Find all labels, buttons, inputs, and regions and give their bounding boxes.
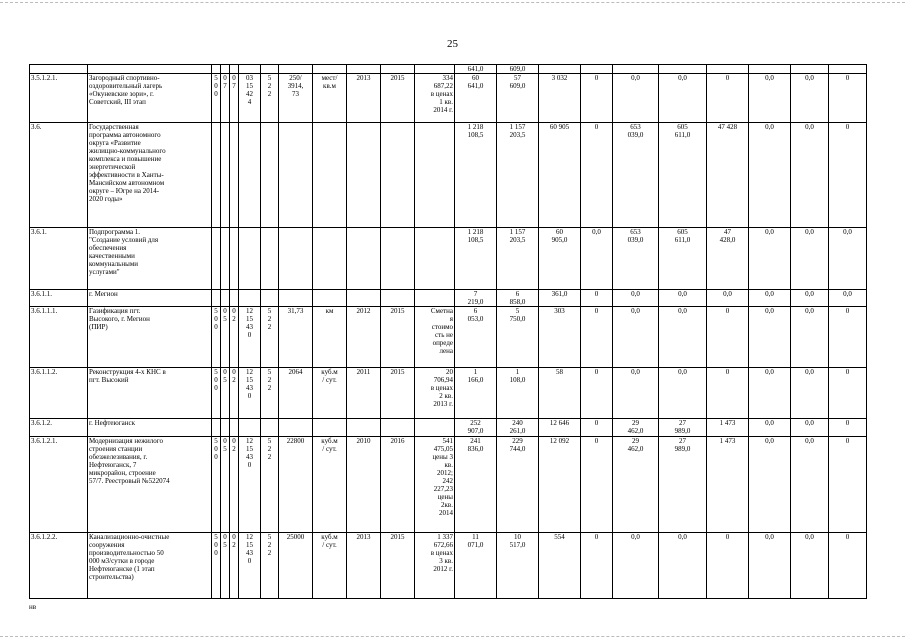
code-digit: [230, 123, 239, 228]
code-digit: 5 0 0: [212, 533, 221, 599]
code-digit: [261, 123, 279, 228]
unit: куб.м / сут.: [313, 437, 347, 533]
start-year: 2012: [347, 307, 381, 368]
data-table: [29, 64, 867, 599]
code-digit: 0 7: [221, 74, 230, 123]
value: 0,0: [791, 437, 829, 533]
value: 60 905,0: [539, 228, 581, 290]
value: 0,0: [791, 74, 829, 123]
code-digit: [261, 419, 279, 437]
value: 0,0: [749, 368, 791, 419]
end-year: 2015: [381, 74, 415, 123]
code-digit: [261, 290, 279, 307]
page-number: 25: [447, 38, 458, 50]
value: 0,0: [613, 533, 659, 599]
value: 3 032: [539, 74, 581, 123]
table-row: [30, 74, 867, 123]
value: 0: [707, 368, 749, 419]
capacity: 250/ 3914, 73: [279, 74, 313, 123]
value: 1 218 108,5: [455, 123, 497, 228]
capacity: [279, 123, 313, 228]
value: 11 071,0: [455, 533, 497, 599]
estimated-cost: 1 337 672,66 в ценах 3 кв. 2012 г.: [415, 533, 455, 599]
code-digit: 12 15 43 0: [239, 437, 261, 533]
capacity: 22800: [279, 437, 313, 533]
estimated-cost: Сметна я стоимо сть не опреде лена: [415, 307, 455, 368]
value: 0,0: [749, 419, 791, 437]
code-digit: 12 15 43 0: [239, 368, 261, 419]
value: 0,0: [749, 437, 791, 533]
table-row: [30, 307, 867, 368]
row-number: 3.6.1.2.1.: [30, 437, 88, 533]
value: 12 092: [539, 437, 581, 533]
row-number: 3.6.1.2.2.: [30, 533, 88, 599]
value: 1 473: [707, 419, 749, 437]
value: 12 646: [539, 419, 581, 437]
item-name: Загородный спортивно- оздоровительный лагерь «Окуневские зори», г. Советский, III этап: [88, 74, 212, 123]
value: 0,0: [659, 533, 707, 599]
value: 27 989,0: [659, 419, 707, 437]
code-digit: 0 5: [221, 533, 230, 599]
start-year: 2010: [347, 437, 381, 533]
code-digit: 0 5: [221, 307, 230, 368]
code-digit: [212, 228, 221, 290]
code-digit: 5 0 0: [212, 307, 221, 368]
table-row: [30, 290, 867, 307]
value: 303: [539, 307, 581, 368]
value: 27 989,0: [659, 437, 707, 533]
table-row: [30, 368, 867, 419]
value: 1 166,0: [455, 368, 497, 419]
value: 0: [829, 533, 867, 599]
code-digit: [261, 228, 279, 290]
value: 0: [707, 307, 749, 368]
value: 1 157 203,5: [497, 123, 539, 228]
value: 0: [829, 74, 867, 123]
end-year: 2016: [381, 437, 415, 533]
code-digit: 5 0 0: [212, 74, 221, 123]
row-number: 3.6.1.1.2.: [30, 368, 88, 419]
code-digit: 0 2: [230, 533, 239, 599]
unit: [313, 123, 347, 228]
value: 554: [539, 533, 581, 599]
continuation-row: [30, 65, 867, 74]
value: 5 750,0: [497, 307, 539, 368]
code-digit: 12 15 43 0: [239, 533, 261, 599]
value: 0,0: [791, 533, 829, 599]
value: 0: [581, 533, 613, 599]
value: 0: [581, 307, 613, 368]
end-year: [381, 419, 415, 437]
value: 6 858,0: [497, 290, 539, 307]
value: 241 836,0: [455, 437, 497, 533]
code-digit: 03 15 42 4: [239, 74, 261, 123]
end-year: 2015: [381, 368, 415, 419]
estimated-cost: [415, 123, 455, 228]
value: 361,0: [539, 290, 581, 307]
code-digit: 5 0 0: [212, 368, 221, 419]
start-year: [347, 228, 381, 290]
code-digit: 0 7: [230, 74, 239, 123]
capacity: [279, 228, 313, 290]
value: 0,0: [791, 228, 829, 290]
value: 0: [829, 307, 867, 368]
value: 0,0: [749, 290, 791, 307]
value: 0: [829, 368, 867, 419]
value: 29 462,0: [613, 419, 659, 437]
value: 0: [581, 437, 613, 533]
value: 0: [581, 290, 613, 307]
value: 0,0: [791, 368, 829, 419]
code-digit: 0 5: [221, 437, 230, 533]
value: 653 039,0: [613, 228, 659, 290]
end-year: [381, 123, 415, 228]
unit: [313, 228, 347, 290]
code-digit: 0 2: [230, 307, 239, 368]
code-digit: [230, 290, 239, 307]
value: 0,0: [581, 228, 613, 290]
value: 0,0: [749, 307, 791, 368]
value: 0,0: [659, 368, 707, 419]
start-year: 2011: [347, 368, 381, 419]
footer-note: нв: [29, 603, 37, 611]
value: 0,0: [707, 290, 749, 307]
code-digit: 5 2 2: [261, 368, 279, 419]
capacity: [279, 290, 313, 307]
start-year: 2013: [347, 533, 381, 599]
value: 0,0: [829, 290, 867, 307]
value: 1 218 108,5: [455, 228, 497, 290]
value: 605 611,0: [659, 228, 707, 290]
value: 0: [829, 437, 867, 533]
value: 240 261,0: [497, 419, 539, 437]
unit: куб.м / сут.: [313, 533, 347, 599]
code-digit: [212, 123, 221, 228]
value: 0,0: [613, 307, 659, 368]
code-digit: [239, 228, 261, 290]
unit: [313, 290, 347, 307]
value: 653 039,0: [613, 123, 659, 228]
value: 1 473: [707, 437, 749, 533]
value: 0: [707, 74, 749, 123]
item-name: Модернизация нежилого строения станции обезжелезивания, г. Нефтеюганск, 7 микрорайон, строение 57/7. Реестровый №522074: [88, 437, 212, 533]
item-name: Канализационно-очистные сооружения производительностью 50 000 м3/сутки в городе Нефтеюганске (1 этап строительства): [88, 533, 212, 599]
value: 60 641,0: [455, 74, 497, 123]
code-digit: [212, 419, 221, 437]
code-digit: [239, 290, 261, 307]
table-row: [30, 228, 867, 290]
value: 229 744,0: [497, 437, 539, 533]
value: 605 611,0: [659, 123, 707, 228]
item-name: г. Нефтеюганск: [88, 419, 212, 437]
value: 7 219,0: [455, 290, 497, 307]
code-digit: 5 0 0: [212, 437, 221, 533]
code-digit: [230, 419, 239, 437]
value: 0,0: [613, 290, 659, 307]
start-year: [347, 419, 381, 437]
row-number: 3.6.1.: [30, 228, 88, 290]
value: 57 609,0: [497, 74, 539, 123]
code-digit: [221, 228, 230, 290]
code-digit: 0 2: [230, 368, 239, 419]
start-year: [347, 290, 381, 307]
value: 6 053,0: [455, 307, 497, 368]
unit: мест/ кв.м: [313, 74, 347, 123]
capacity: 25000: [279, 533, 313, 599]
item-name: Подпрограмма 1. "Создание условий для обеспечения качественными коммунальными услугами": [88, 228, 212, 290]
value: 1 157 203,5: [497, 228, 539, 290]
value: 60 905: [539, 123, 581, 228]
value: 0,0: [791, 290, 829, 307]
value: 0: [581, 74, 613, 123]
value: 0: [829, 123, 867, 228]
code-digit: 0 5: [221, 368, 230, 419]
value: 0,0: [791, 419, 829, 437]
unit: км: [313, 307, 347, 368]
unit: куб.м / сут.: [313, 368, 347, 419]
row-number: 3.6.1.1.: [30, 290, 88, 307]
scan-edge-bottom: [0, 636, 905, 637]
end-year: [381, 290, 415, 307]
end-year: [381, 228, 415, 290]
estimated-cost: 334 687,22 в ценах 1 кв. 2014 г.: [415, 74, 455, 123]
capacity: [279, 419, 313, 437]
continued-value: 641,0: [455, 65, 497, 74]
estimated-cost: [415, 290, 455, 307]
scan-edge-top: [0, 2, 905, 3]
end-year: 2015: [381, 307, 415, 368]
unit: [313, 419, 347, 437]
value: 29 462,0: [613, 437, 659, 533]
row-number: 3.6.1.2.: [30, 419, 88, 437]
row-number: 3.6.1.1.1.: [30, 307, 88, 368]
value: 0: [707, 533, 749, 599]
item-name: Реконструкция 4-х КНС в пгт. Высокий: [88, 368, 212, 419]
table-row: [30, 533, 867, 599]
row-number: 3.5.1.2.1.: [30, 74, 88, 123]
code-digit: [221, 290, 230, 307]
value: 0: [581, 123, 613, 228]
value: 0,0: [749, 123, 791, 228]
value: 0,0: [829, 228, 867, 290]
capacity: 2064: [279, 368, 313, 419]
item-name: г. Мегион: [88, 290, 212, 307]
start-year: 2013: [347, 74, 381, 123]
code-digit: [221, 419, 230, 437]
value: 0: [829, 419, 867, 437]
value: 0,0: [791, 307, 829, 368]
code-digit: 5 2 2: [261, 437, 279, 533]
value: 0,0: [749, 74, 791, 123]
table-row: [30, 123, 867, 228]
value: 47 428: [707, 123, 749, 228]
code-digit: [239, 419, 261, 437]
value: 58: [539, 368, 581, 419]
code-digit: 12 15 43 0: [239, 307, 261, 368]
value: 1 108,0: [497, 368, 539, 419]
end-year: 2015: [381, 533, 415, 599]
code-digit: 5 2 2: [261, 533, 279, 599]
value: 0: [581, 419, 613, 437]
estimated-cost: 20 706,94 в ценах 2 кв. 2013 г.: [415, 368, 455, 419]
value: 252 907,0: [455, 419, 497, 437]
value: 0,0: [659, 74, 707, 123]
value: 0,0: [749, 533, 791, 599]
value: 0: [581, 368, 613, 419]
value: 0,0: [659, 290, 707, 307]
start-year: [347, 123, 381, 228]
value: 0,0: [791, 123, 829, 228]
table-row: [30, 419, 867, 437]
value: 0,0: [613, 368, 659, 419]
continued-value: 609,0: [497, 65, 539, 74]
value: 47 428,0: [707, 228, 749, 290]
code-digit: 0 2: [230, 437, 239, 533]
estimated-cost: [415, 228, 455, 290]
value: 0,0: [659, 307, 707, 368]
code-digit: [239, 123, 261, 228]
item-name: Государственная программа автономного округа «Развитие жилищно-коммунального комплекса и повышение энергетической эффективности в Ханты- Мансийском автономном округе – Югре на 2014- 2020 годы»: [88, 123, 212, 228]
estimated-cost: [415, 419, 455, 437]
value: 10 517,0: [497, 533, 539, 599]
row-number: 3.6.: [30, 123, 88, 228]
value: 0,0: [613, 74, 659, 123]
code-digit: [221, 123, 230, 228]
item-name: Газификация пгт. Высокого, г. Мегион (ПИР): [88, 307, 212, 368]
code-digit: 5 2 2: [261, 74, 279, 123]
code-digit: [212, 290, 221, 307]
table-row: [30, 437, 867, 533]
value: 0,0: [749, 228, 791, 290]
estimated-cost: 541 475,05 цены 3 кв. 2012; 242 227,23 цены 2кв. 2014: [415, 437, 455, 533]
code-digit: [230, 228, 239, 290]
capacity: 31,73: [279, 307, 313, 368]
code-digit: 5 2 2: [261, 307, 279, 368]
